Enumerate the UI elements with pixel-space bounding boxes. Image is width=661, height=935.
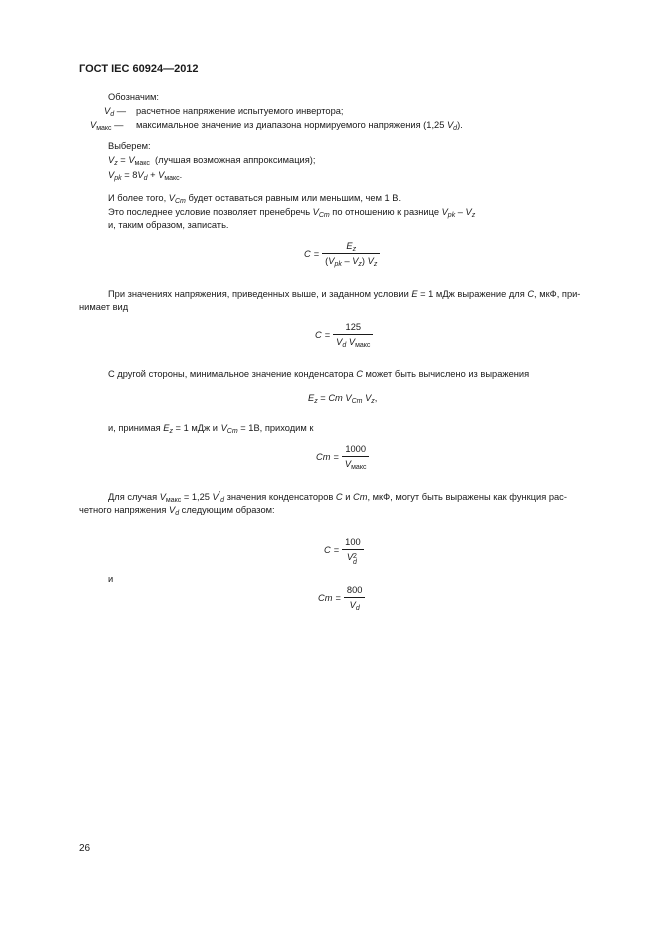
paragraph-5-line-1: Для случая $V_{макс} = 1,25$ $V'_d$ значения конденсаторов C и Cm, мкФ, могут быть выражены как функция рас- — [108, 491, 567, 504]
paragraph-5-line-2: четного напряжения $V_d$ следующим образом: — [79, 505, 275, 517]
formula-energy: $E_z = Cm$ $V_{Cm}$ $V_z$, — [308, 393, 378, 405]
paragraph-4: и, принимая $E_z = 1$ мДж и $V_{Cm} = 1В$, приходим к — [108, 423, 314, 435]
symbols-intro: Обозначим: — [108, 92, 159, 102]
symbol-vd-def: $V_d$ — расчетное напряжение испытуемого инвертора; — [104, 106, 344, 118]
formula-c-125: C = $\frac{125}{V_d V_{макс}}$ — [315, 322, 373, 348]
paragraph-1-line-1: И более того, $V_{Cm}$ будет оставаться равным или меньшим, чем 1 В. — [108, 193, 402, 205]
paragraph-1-line-3: и, таким образом, записать. — [108, 220, 229, 230]
paragraph-3: С другой стороны, минимальное значение конденсатора C может быть вычислено из выражения — [108, 369, 530, 379]
document-header: ГОСТ IEC 60924—2012 — [79, 63, 199, 75]
page-number: 26 — [79, 843, 91, 854]
formula-c-energy: C = $\frac{E_z}{(V_{pk} - V_z) V_z}$ — [304, 241, 380, 267]
paragraph-2-line-2: нимает вид — [79, 302, 129, 312]
formula-cm-1000: Cm = $\frac{1000}{V_{макс}}$ — [316, 444, 369, 470]
choose-line-2: $V_{pk} = 8V_d + V_{макс}$. — [108, 170, 183, 182]
paragraph-2-line-1: При значениях напряжения, приведенных выше, и заданном условии E = 1 мДж выражение для C, мкФ, при- — [108, 289, 581, 299]
formula-cm-800: Cm = $\frac{800}{V_d}$ — [318, 585, 365, 611]
conjunction-and: и — [108, 574, 114, 584]
paragraph-1-line-2: Это последнее условие позволяет пренебречь $V_{Cm}$ по отношению к разнице $V_{pk} - V_z$ — [108, 207, 476, 219]
formula-c-100: C = 100 V 2 d — [324, 537, 364, 563]
symbol-vmax-def: $V_{макс}$ — максимальное значение из диапазона нормируемого напряжения (1,25 $V_d$). — [90, 120, 463, 132]
choose-line-1: $V_z = V_{макс}$ (лучшая возможная аппроксимация); — [108, 155, 316, 167]
choose-intro: Выберем: — [108, 141, 151, 151]
